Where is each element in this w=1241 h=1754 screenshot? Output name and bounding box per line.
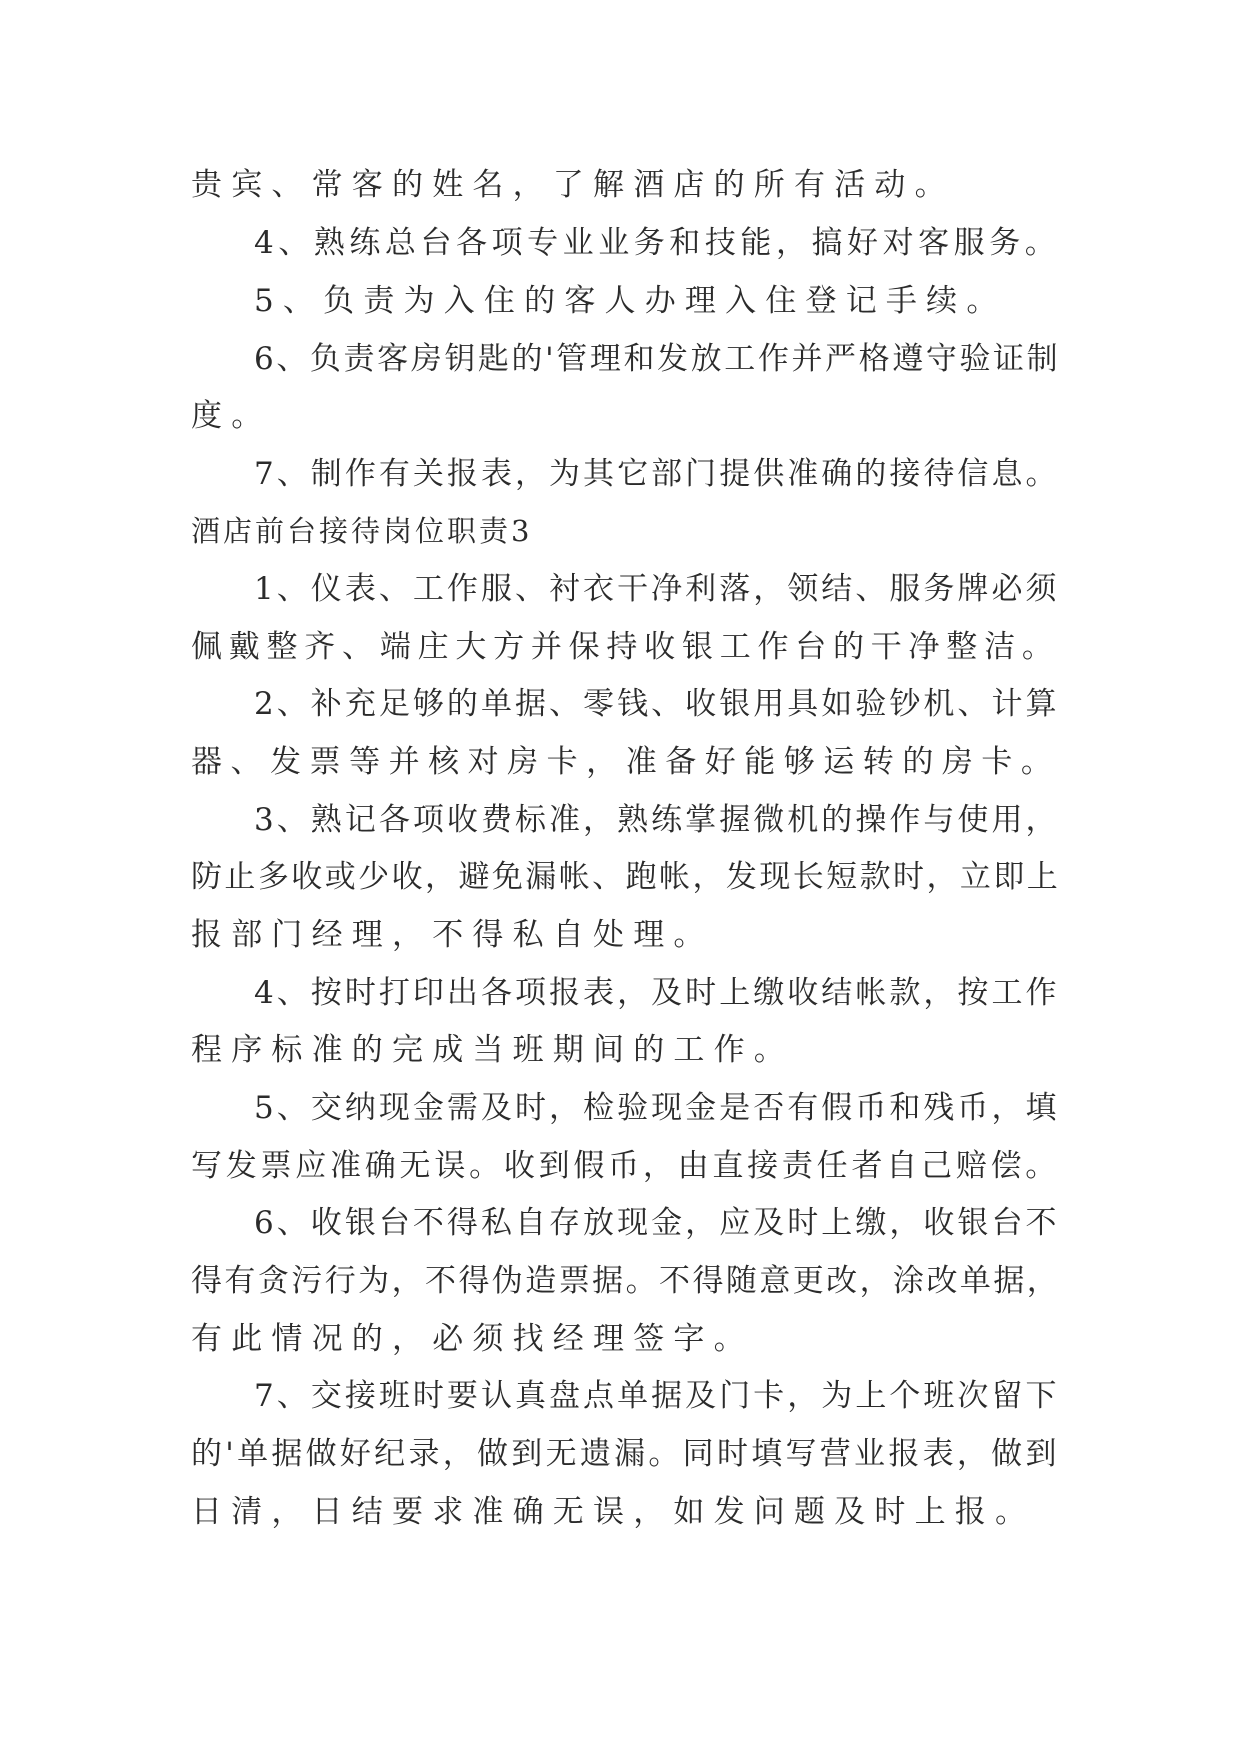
- paragraph-line: 5、负责为入住的客人办理入住登记手续。: [254, 283, 1007, 319]
- paragraph-line: 度。: [191, 398, 272, 434]
- paragraph-line: 7、制作有关报表，为其它部门提供准确的接待信息。: [254, 456, 1060, 492]
- paragraph-line: 4、按时打印出各项报表，及时上缴收结帐款，按工作: [254, 975, 1060, 1011]
- paragraph-line: 2、补充足够的单据、零钱、收银用具如验钞机、计算: [254, 686, 1060, 722]
- paragraph-line: 报部门经理，不得私自处理。: [191, 917, 714, 953]
- paragraph-line: 防止多收或少收，避免漏帐、跑帐，发现长短款时，立即上: [191, 859, 1061, 895]
- paragraph-line: 6、负责客房钥匙的'管理和发放工作并严格遵守验证制: [254, 341, 1061, 377]
- paragraph-line: 有此情况的，必须找经理签字。: [191, 1321, 754, 1357]
- paragraph-line: 器、发票等并核对房卡，准备好能够运转的房卡。: [191, 744, 1061, 780]
- paragraph-line: 1、仪表、工作服、衬衣干净利落，领结、服务牌必须: [254, 571, 1060, 607]
- paragraph-line: 6、收银台不得私自存放现金，应及时上缴，收银台不: [254, 1205, 1060, 1241]
- paragraph-line: 得有贪污行为，不得伪造票据。不得随意更改，涂改单据，: [191, 1263, 1061, 1299]
- paragraph-line: 佩戴整齐、端庄大方并保持收银工作台的干净整洁。: [191, 629, 1060, 665]
- paragraph-line: 写发票应准确无误。收到假币，由直接责任者自己赔偿。: [191, 1148, 1060, 1184]
- paragraph-line: 5、交纳现金需及时，检验现金是否有假币和残币，填: [254, 1090, 1060, 1126]
- paragraph-line: 程序标准的完成当班期间的工作。: [191, 1032, 794, 1068]
- section-heading: 酒店前台接待岗位职责3: [191, 514, 533, 548]
- paragraph-line: 3、熟记各项收费标准，熟练掌握微机的操作与使用，: [254, 802, 1060, 838]
- paragraph-line: 日清，日结要求准确无误，如发问题及时上报。: [191, 1494, 1036, 1530]
- paragraph-line: 贵宾、常客的姓名，了解酒店的所有活动。: [191, 167, 955, 203]
- paragraph-line: 的'单据做好纪录，做到无遗漏。同时填写营业报表，做到: [191, 1436, 1060, 1472]
- paragraph-line: 4、熟练总台各项专业业务和技能，搞好对客服务。: [254, 225, 1061, 261]
- paragraph-line: 7、交接班时要认真盘点单据及门卡，为上个班次留下: [254, 1378, 1060, 1414]
